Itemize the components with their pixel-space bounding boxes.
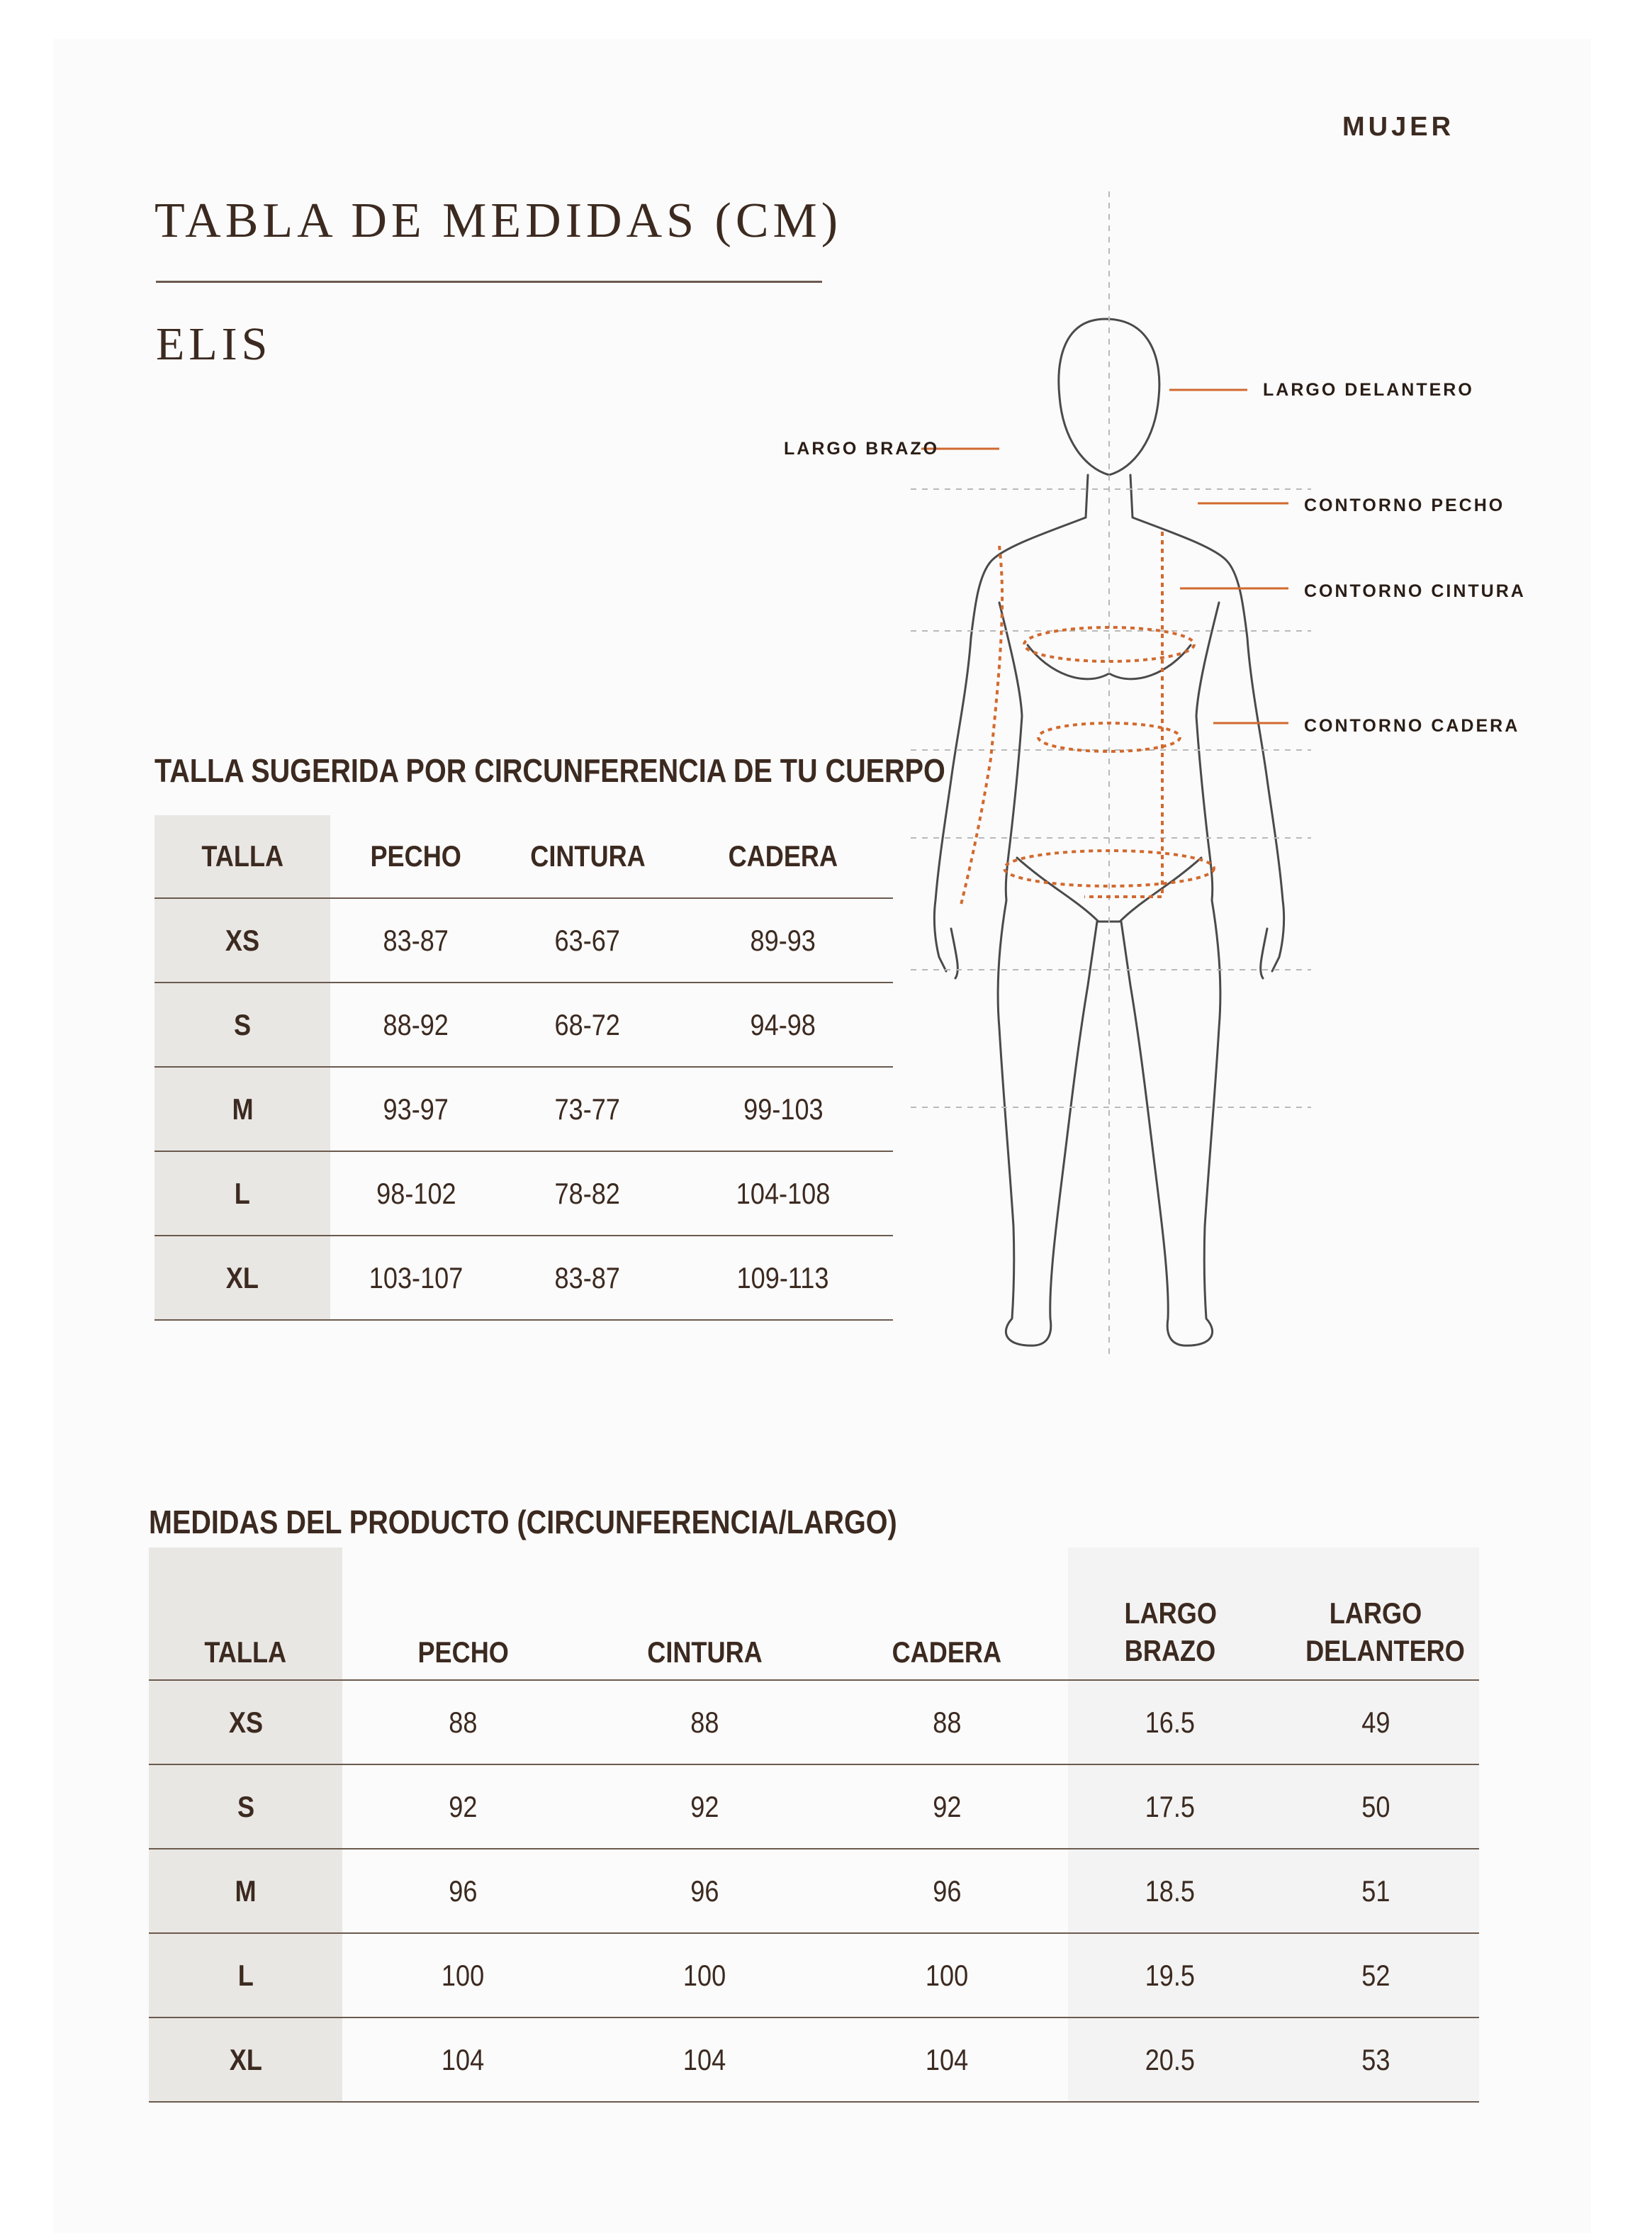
header-pecho: PECHO <box>370 839 462 873</box>
value-cell: 53 <box>1272 2017 1479 2102</box>
table-row <box>154 898 893 983</box>
table-row <box>154 1067 893 1151</box>
size-cell: XS <box>149 1680 342 1764</box>
size-cell: M <box>149 1849 342 1933</box>
gender-label: MUJER <box>1342 112 1455 142</box>
arm-length-marker <box>960 546 1002 907</box>
header-largo-brazo: LARGO BRAZO <box>1068 1548 1272 1680</box>
value-cell: 18.5 <box>1068 1849 1272 1933</box>
table-row <box>154 1236 893 1320</box>
value-cell: 88 <box>583 1680 826 1764</box>
value-cell: 17.5 <box>1068 1764 1272 1849</box>
value-cell: 78-82 <box>502 1151 673 1236</box>
value-cell: 92 <box>342 1764 583 1849</box>
left-leg-outline <box>998 603 1097 1345</box>
header-cintura: CINTURA <box>646 1635 763 1669</box>
value-cell: 51 <box>1272 1849 1479 1933</box>
value-cell: 98-102 <box>330 1151 502 1236</box>
size-cell: S <box>154 983 330 1067</box>
product-name: ELIS <box>156 318 272 370</box>
page-title: TABLA DE MEDIDAS (CM) <box>154 194 843 248</box>
value-cell: 94-98 <box>673 983 893 1067</box>
value-cell: 83-87 <box>502 1236 673 1320</box>
hip-measure-ring <box>1004 851 1214 886</box>
value-cell: 88-92 <box>330 983 502 1067</box>
value-cell: 100 <box>826 1933 1068 2017</box>
value-cell: 104 <box>826 2017 1068 2102</box>
suggested-size-table <box>154 815 893 1321</box>
value-cell: 92 <box>583 1764 826 1849</box>
title-divider <box>156 281 822 283</box>
label-contorno-cintura: CONTORNO CINTURA <box>1304 581 1526 601</box>
table-row <box>149 2017 1479 2102</box>
header-talla: TALLA <box>154 815 330 898</box>
value-cell: 49 <box>1272 1680 1479 1764</box>
header-cadera: CADERA <box>892 1635 1002 1669</box>
value-cell: 50 <box>1272 1764 1479 1849</box>
table-row <box>154 1151 893 1236</box>
value-cell: 68-72 <box>502 983 673 1067</box>
value-cell: 93-97 <box>330 1067 502 1151</box>
value-cell: 20.5 <box>1068 2017 1272 2102</box>
value-cell: 96 <box>342 1849 583 1933</box>
value-cell: 103-107 <box>330 1236 502 1320</box>
label-contorno-cadera: CONTORNO CADERA <box>1304 716 1520 736</box>
size-cell: L <box>154 1151 330 1236</box>
size-cell: XL <box>149 2017 342 2102</box>
value-cell: 109-113 <box>673 1236 893 1320</box>
header-cadera: CADERA <box>728 839 838 873</box>
value-cell: 83-87 <box>330 898 502 983</box>
value-cell: 52 <box>1272 1933 1479 2017</box>
value-cell: 88 <box>826 1680 1068 1764</box>
table-row <box>154 983 893 1067</box>
header-talla: TALLA <box>149 1548 342 1680</box>
label-largo-brazo: LARGO BRAZO <box>784 439 940 459</box>
product-measurements-table <box>149 1548 1479 2103</box>
size-cell: L <box>149 1933 342 2017</box>
value-cell: 96 <box>583 1849 826 1933</box>
value-cell: 96 <box>826 1849 1068 1933</box>
value-cell: 104-108 <box>673 1151 893 1236</box>
value-cell: 104 <box>583 2017 826 2102</box>
hip-curve <box>1017 858 1201 922</box>
bust-measure-ring <box>1024 627 1194 661</box>
right-leg-outline <box>1121 603 1220 1345</box>
value-cell: 16.5 <box>1068 1680 1272 1764</box>
header-pecho: PECHO <box>417 1635 509 1669</box>
value-cell: 99-103 <box>673 1067 893 1151</box>
label-largo-delantero: LARGO DELANTERO <box>1263 380 1474 400</box>
size-cell: S <box>149 1764 342 1849</box>
value-cell: 63-67 <box>502 898 673 983</box>
value-cell: 19.5 <box>1068 1933 1272 2017</box>
value-cell: 73-77 <box>502 1067 673 1151</box>
label-contorno-pecho: CONTORNO PECHO <box>1304 496 1505 515</box>
value-cell: 100 <box>342 1933 583 2017</box>
size-cell: XS <box>154 898 330 983</box>
suggested-size-title: TALLA SUGERIDA POR CIRCUNFERENCIA DE TU CUERPO <box>154 752 945 789</box>
table-row <box>149 1764 1479 1849</box>
header-cintura: CINTURA <box>529 839 646 873</box>
value-cell: 100 <box>583 1933 826 2017</box>
value-cell: 104 <box>342 2017 583 2102</box>
value-cell: 92 <box>826 1764 1068 1849</box>
value-cell: 89-93 <box>673 898 893 983</box>
size-cell: M <box>154 1067 330 1151</box>
header-largo-delantero: LARGO DELANTERO <box>1272 1548 1479 1680</box>
table-row <box>149 1680 1479 1764</box>
table-row <box>149 1849 1479 1933</box>
size-cell: XL <box>154 1236 330 1320</box>
value-cell: 88 <box>342 1680 583 1764</box>
table-row <box>149 1933 1479 2017</box>
product-measurements-title: MEDIDAS DEL PRODUCTO (CIRCUNFERENCIA/LARGO) <box>149 1504 897 1540</box>
front-length-marker <box>1084 532 1162 897</box>
